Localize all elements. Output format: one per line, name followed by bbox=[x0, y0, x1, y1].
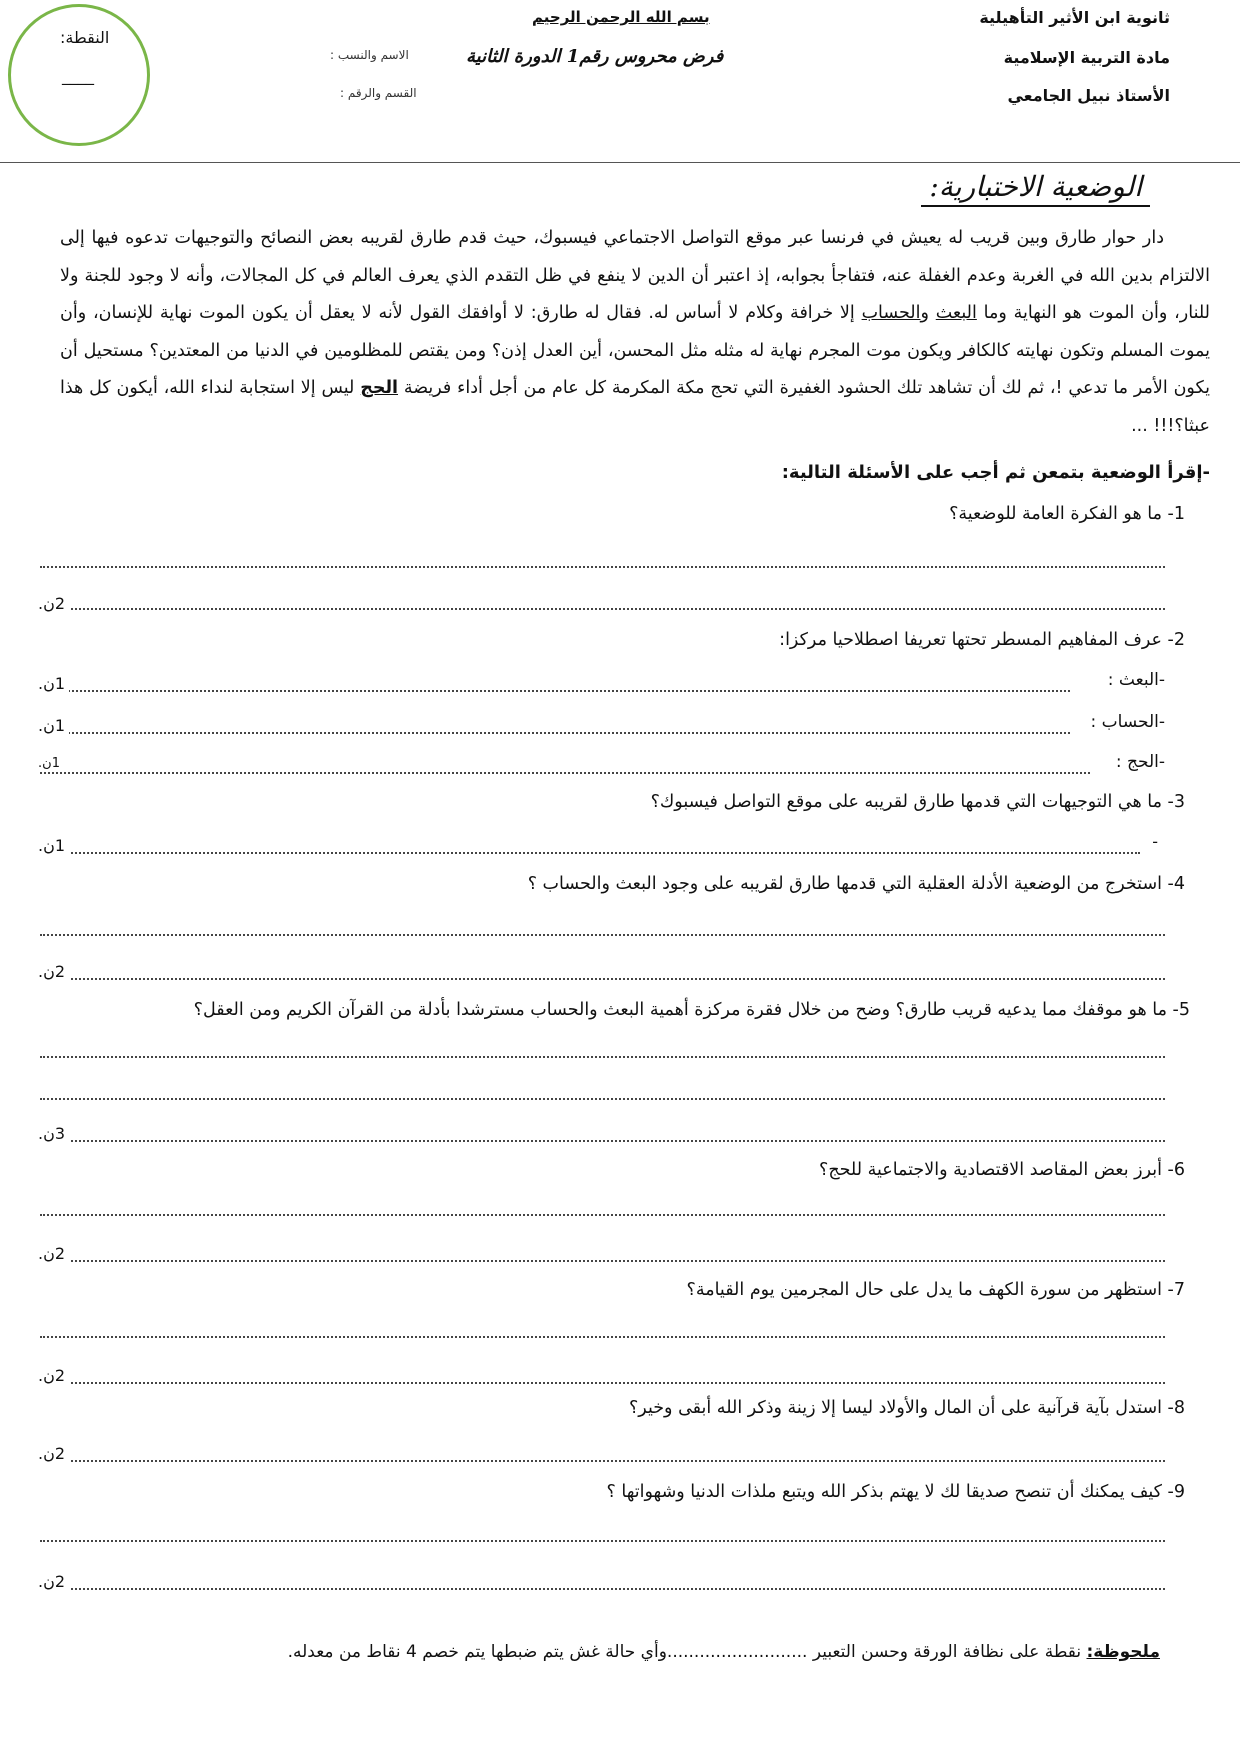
answer-line[interactable] bbox=[40, 1098, 1165, 1100]
question-8: 8- استدل بآية قرآنية على أن المال والأولاد ليسا إلا زينة وذكر الله أبقى وخير؟ bbox=[629, 1398, 1185, 1418]
note-label: ملحوظة: bbox=[1086, 1642, 1160, 1662]
answer-line[interactable] bbox=[40, 1260, 1165, 1262]
answer-line[interactable] bbox=[40, 852, 1140, 854]
answer-line[interactable] bbox=[40, 1460, 1165, 1462]
points-label: 2ن. bbox=[38, 594, 69, 613]
points-label: 1ن. bbox=[38, 716, 69, 735]
question-5: 5- ما هو موقفك مما يدعيه قريب طارق؟ وضح من خلال فقرة مركزة أهمية البعث والحساب مسترشدا بأدلة من القرآن الكريم ومن العقل؟ bbox=[193, 1000, 1190, 1020]
name-label: الاسم والنسب : bbox=[330, 48, 409, 62]
exam-title: فرض محروس رقم1 الدورة الثانية bbox=[466, 46, 724, 67]
points-label: 1ن. bbox=[38, 756, 64, 771]
question-2: 2- عرف المفاهيم المسطر تحتها تعريفا اصطلاحيا مركزا: bbox=[779, 630, 1185, 650]
teacher-name: الأستاذ نبيل الجامعي bbox=[1007, 86, 1170, 105]
answer-line[interactable] bbox=[40, 1056, 1165, 1058]
question-4: 4- استخرج من الوضعية الأدلة العقلية التي قدمها طارق لقريبه على وجود البعث والحساب ؟ bbox=[527, 874, 1185, 894]
concept-hajj: -الحج : bbox=[1115, 752, 1165, 772]
term-hisab: الحساب bbox=[861, 303, 921, 324]
answer-line[interactable] bbox=[40, 934, 1165, 936]
grade-line: ____ bbox=[62, 66, 94, 85]
term-baath: البعث bbox=[935, 303, 977, 324]
points-label: 2ن. bbox=[38, 1244, 69, 1263]
header-divider bbox=[0, 162, 1240, 163]
points-label: 3ن. bbox=[38, 1124, 69, 1143]
answer-line[interactable] bbox=[40, 1382, 1165, 1384]
subject-name: مادة التربية الإسلامية bbox=[1003, 48, 1170, 67]
points-label: 2ن. bbox=[38, 1572, 69, 1591]
term-hajj: الحج bbox=[360, 378, 399, 399]
grade-label: النقطة: bbox=[60, 28, 110, 47]
answer-line[interactable] bbox=[40, 566, 1165, 568]
answer-line[interactable] bbox=[40, 732, 1070, 734]
answer-line[interactable] bbox=[40, 1336, 1165, 1338]
school-name: ثانوية ابن الأثير التأهيلية bbox=[979, 8, 1170, 27]
answer-line[interactable] bbox=[40, 1540, 1165, 1542]
class-label: القسم والرقم : bbox=[340, 86, 417, 100]
points-label: 2ن. bbox=[38, 1444, 69, 1463]
answer-line[interactable] bbox=[40, 978, 1165, 980]
question-9: 9- كيف يمكنك أن تنصح صديقا لك لا يهتم بذكر الله ويتبع ملذات الدنيا وشهواتها ؟ bbox=[606, 1482, 1185, 1502]
points-label: 2ن. bbox=[38, 1366, 69, 1385]
answer-line[interactable] bbox=[40, 1588, 1165, 1590]
basmala: بسم الله الرحمن الرحيم bbox=[532, 8, 710, 26]
answer-line[interactable] bbox=[40, 690, 1070, 692]
question-7: 7- استظهر من سورة الكهف ما يدل على حال المجرمين يوم القيامة؟ bbox=[686, 1280, 1185, 1300]
points-label: 1ن. bbox=[38, 674, 69, 693]
answer-line[interactable] bbox=[40, 772, 1090, 774]
situation-paragraph: دار حوار طارق وبين قريب له يعيش في فرنسا عبر موقع التواصل الاجتماعي فيسبوك، حيث قدم طارق لقريبه بعض النصائح والتوجيهات تدعوه فيها إلى الالتزام بدين الله في الغربة وعدم الغفلة عنه، فتفاجأ بجوابه، إذ اعتبر أن الدين لا ينفع في ظل التقدم الذي يعرف العالم في كل المجالات، وأنه لا وجود للجنة ولا للنار، وأن الموت هو النهاية وما البعث والحساب إلا خرافة وكلام لا أساس له. فقال له طارق: لا أوافقك القول لأنه لا يعقل أن يكون الموت نهاية للإنسان، وأن يموت المسلم وتكون نهايته كالكافر ويكون موت المجرم نهاية له مثله مثل المحسن، أين العدل إذن؟ ومن يقتص للمظلومين في الدنيا من المعتدين؟ مستحيل أن يكون الأمر ما تدعي !، ثم لك أن تشاهد تلك الحشود الغفيرة التي تحج مكة المكرمة كل عام من أجل أداء فريضة الحج ليس إلا استجابة لنداء الله، أيكون كل هذا عبثا؟!!! ... bbox=[60, 228, 1211, 436]
note-text: نقطة على نظافة الورقة وحسن التعبير ..........................وأي حالة غش يتم ضبطها يتم خصم 4 نقاط من معدله. bbox=[287, 1642, 1087, 1662]
instruction: -إقرأ الوضعية بتمعن ثم أجب على الأسئلة التالية: bbox=[781, 462, 1210, 483]
dash: - bbox=[1152, 832, 1158, 851]
concept-hisab: -الحساب : bbox=[1090, 712, 1165, 732]
situation-title: الوضعية الاختبارية: bbox=[921, 170, 1150, 207]
answer-line[interactable] bbox=[40, 608, 1165, 610]
footer-note bbox=[288, 1642, 1160, 1662]
points-label: 1ن. bbox=[38, 836, 69, 855]
question-1: 1- ما هو الفكرة العامة للوضعية؟ bbox=[949, 504, 1185, 524]
concept-baath: -البعث : bbox=[1107, 670, 1165, 690]
question-6: 6- أبرز بعض المقاصد الاقتصادية والاجتماعية للحج؟ bbox=[819, 1160, 1185, 1180]
points-label: 2ن. bbox=[38, 962, 69, 981]
answer-line[interactable] bbox=[40, 1214, 1165, 1216]
question-3: 3- ما هي التوجيهات التي قدمها طارق لقريبه على موقع التواصل فيسبوك؟ bbox=[650, 792, 1185, 812]
answer-line[interactable] bbox=[40, 1140, 1165, 1142]
